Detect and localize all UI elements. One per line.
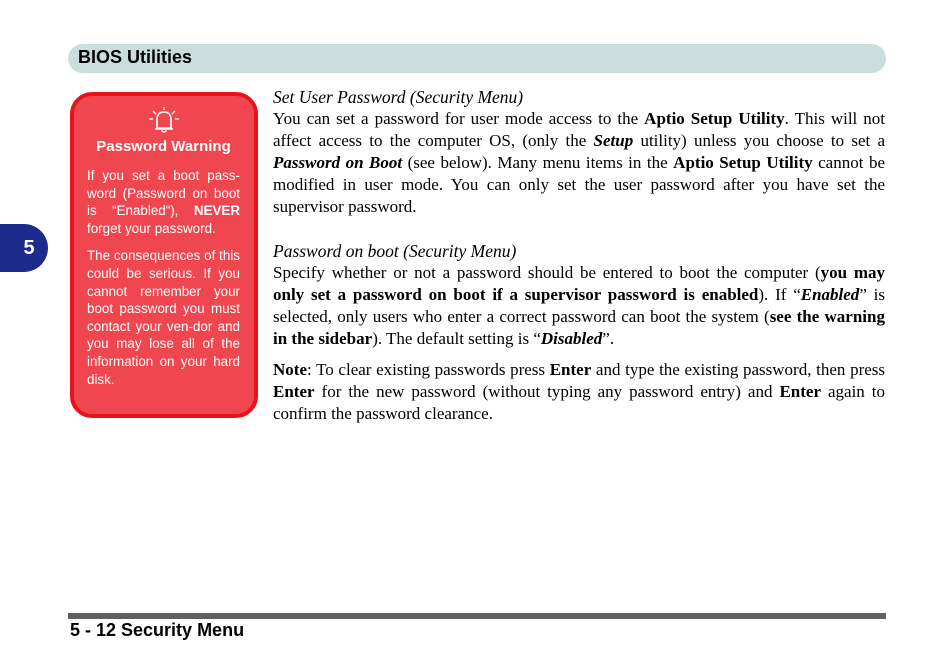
header-title: BIOS Utilities	[78, 47, 193, 67]
password-warning-sidebar	[70, 92, 258, 418]
warning-paragraph-2: The consequences of this could be serious. If you cannot remember your boot password you must contact your ven-dor and you may lose all of the information on your hard disk.	[87, 248, 240, 387]
warning-paragraph-1: If you set a boot pass-word (Password on boot is “Enabled“), NEVER forget your password.	[87, 168, 240, 236]
note-paragraph: Note: To clear existing passwords press Enter and type the existing password, then press Enter for the new password (without typing any password entry) and Enter again to confirm the password clearance.	[273, 360, 886, 423]
header-bar	[68, 44, 886, 73]
footer-rule	[68, 613, 886, 619]
footer-page-label: 5 - 12 Security Menu	[70, 620, 245, 640]
user-password-paragraph: You can set a password for user mode access to the Aptio Setup Utility. This will not affect access to the computer OS, (only the Setup utility) unless you choose to set a Password on Boot (see below). Many menu items in the Aptio Setup Utility cannot be modified in user mode. You can only set the user password after you have set the supervisor password.	[273, 109, 885, 216]
main-content	[273, 86, 885, 425]
chapter-number: 5	[23, 236, 35, 259]
chapter-tab	[0, 224, 48, 272]
password-on-boot-paragraph: Specify whether or not a password should be entered to boot the computer (you may only set a password on boot if a supervisor password is enabled). If “Enabled” is selected, only users who enter a correct password can boot the system (see the warning in the sidebar). The default setting is “Disabled”.	[273, 263, 885, 348]
alarm-bell-icon	[146, 106, 182, 134]
section-heading-user-password: Set User Password (Security Menu)	[273, 87, 524, 107]
warning-title: Password Warning	[96, 138, 231, 155]
section-heading-password-on-boot: Password on boot (Security Menu)	[273, 241, 517, 261]
